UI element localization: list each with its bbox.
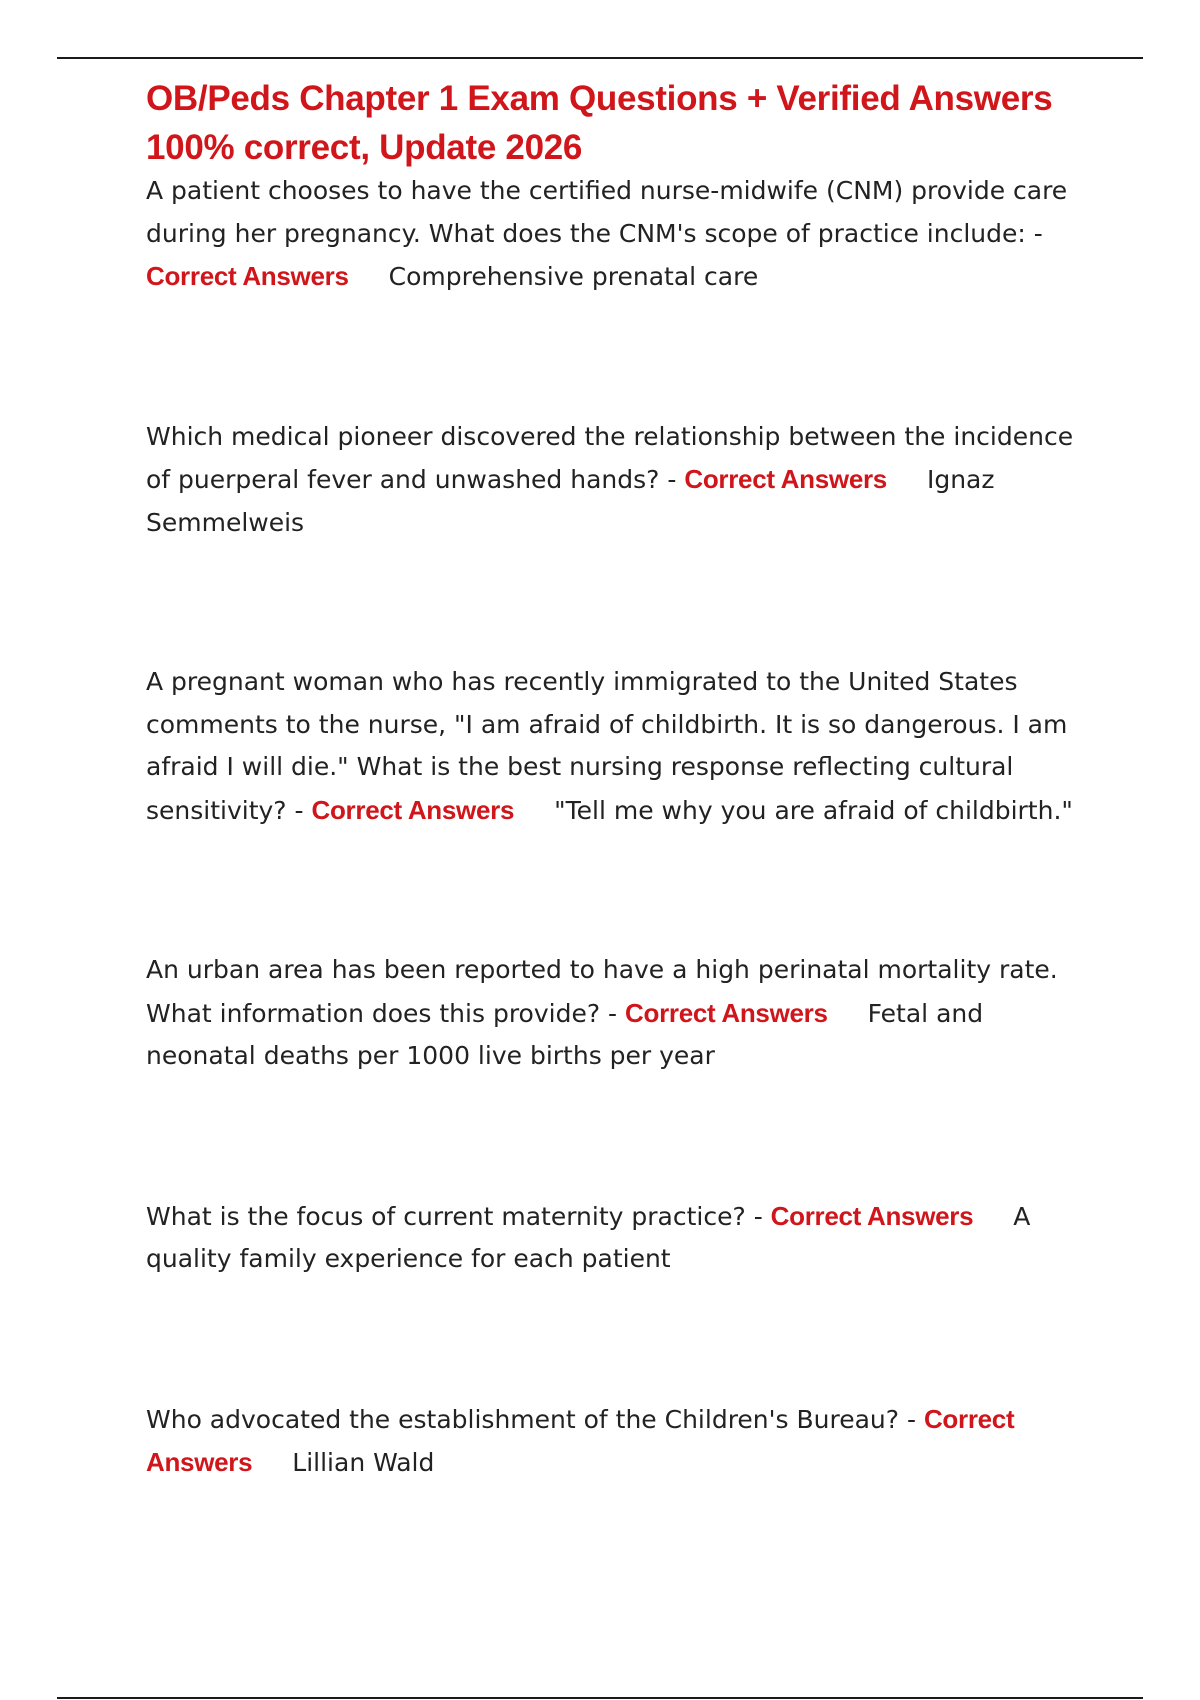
question-text: Who advocated the establishment of the Children's Bureau? - [146, 1404, 924, 1434]
answer-text: Comprehensive prenatal care [388, 262, 759, 291]
correct-answers-label: Correct Answers [311, 794, 515, 825]
qa-item-2 [146, 416, 1090, 545]
answer-text: A quality family experience for each patient [146, 1201, 1031, 1273]
question-text: An urban area has been reported to have a high perinatal mortality rate. What information does this provide? - [146, 955, 1058, 1028]
correct-answers-label: Correct Answers [146, 1403, 1015, 1477]
qa-item-6 [146, 1398, 1090, 1485]
correct-answers-label: Correct Answers [684, 464, 887, 494]
qa-item-4 [146, 949, 1090, 1078]
answer-text: "Tell me why you are afraid of childbirth." [554, 795, 1073, 825]
document-title: OB/Peds Chapter 1 Exam Questions + Verified Answers 100% correct, Update 2026 [146, 79, 1053, 167]
document-body [146, 74, 1090, 1485]
answer-text: Ignaz Semmelweis [146, 465, 995, 537]
qa-item-3 [146, 661, 1090, 832]
qa-item-1 [146, 170, 1090, 299]
answer-text: Fetal and neonatal deaths per 1000 live births per year [146, 998, 984, 1070]
question-text: A patient chooses to have the certified nurse-midwife (CNM) provide care during her pregnancy. What does the CNM's scope of practice include: - [146, 176, 1068, 248]
question-text: Which medical pioneer discovered the relationship between the incidence of puerperal fever and unwashed hands? - [146, 421, 1074, 494]
question-text: What is the focus of current maternity practice? - [146, 1201, 771, 1231]
question-text: A pregnant woman who has recently immigrated to the United States comments to the nurse, "I am afraid of childbirth. It is so dangerous. I am afraid I will die." What is the best nursing response reflecting cultural sensitivity? - [146, 667, 1068, 825]
correct-answers-label: Correct Answers [625, 997, 828, 1028]
top-rule [57, 57, 1143, 59]
answer-text: Lillian Wald [292, 1448, 435, 1477]
correct-answers-label: Correct Answers [146, 261, 349, 291]
bottom-rule [57, 1697, 1143, 1699]
correct-answers-label: Correct Answers [770, 1200, 974, 1231]
qa-item-5 [146, 1195, 1090, 1281]
